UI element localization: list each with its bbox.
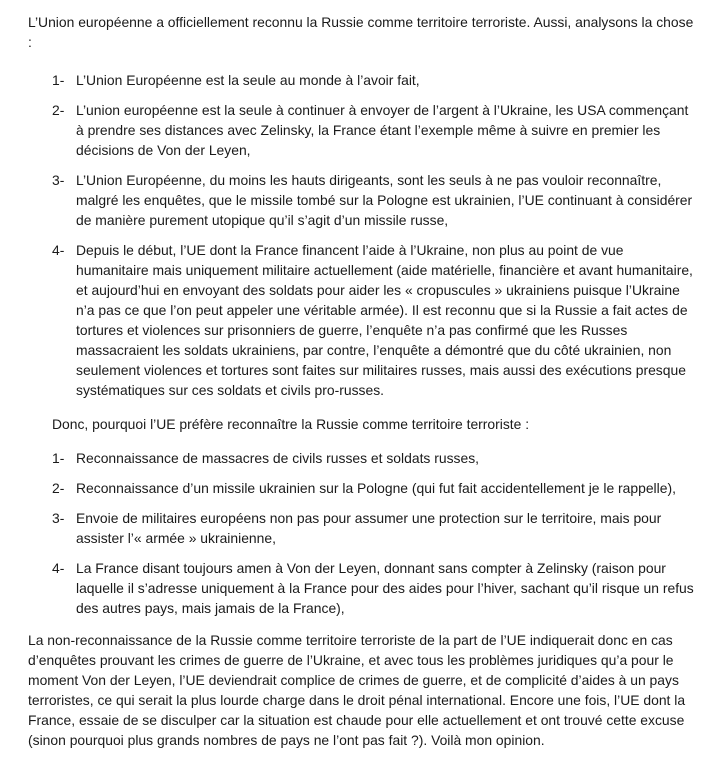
list-item (28, 448, 694, 468)
list-number: 3- (52, 510, 65, 526)
list-number: 2- (52, 102, 65, 118)
list-item (28, 240, 694, 400)
list-item-text: L’Union Européenne, du moins les hauts dirigeants, sont les seuls à ne pas vouloir reconnaître, malgré les enquêtes, que le missile tombé sur la Pologne est ukrainien, l’UE continuant à considérer de manière purement utopique qu’il s’agit d’un missile russe, (76, 172, 693, 228)
list-number: 4- (52, 242, 65, 258)
list-number: 1- (52, 450, 65, 466)
list-item-text: Reconnaissance de massacres de civils russes et soldats russes, (76, 450, 480, 466)
why-list (28, 448, 694, 618)
list-item-text: L’Union Européenne est la seule au monde à l’avoir fait, (76, 72, 420, 88)
list-item-text: L’union européenne est la seule à continuer à envoyer de l’argent à l’Ukraine, les USA commençant à prendre ses distances avec Zelinsky, la France étant l’exemple même à suivre en premier les décisions de Von der Leyen, (76, 102, 689, 158)
transition-paragraph: Donc, pourquoi l’UE préfère reconnaître la Russie comme territoire terroriste : (52, 416, 530, 432)
list-number: 4- (52, 560, 65, 576)
list-item (28, 478, 694, 498)
list-item (28, 100, 694, 160)
intro-paragraph: L’Union européenne a officiellement reconnu la Russie comme territoire terroriste. Aussi, analysons la chose : (28, 14, 694, 50)
list-number: 3- (52, 172, 65, 188)
list-item-text: Depuis le début, l’UE dont la France financent l’aide à l’Ukraine, non plus au point de vue humanitaire mais uniquement militaire actuellement (aide matérielle, financière et avant humanitaire, et aujourd’hui en envoyant des soldats pour aider les « cropuscules » ukrainiens puisque l’Ukraine n’a pas ce que l’on peut appeler une véritable armée). Il est reconnu que si la Russie a fait actes de tortures et violences sur prisonniers de guerre, l’enquête n’a pas confirmé que les Russes massacraient les soldats ukrainiens, par contre, l’enquête a démontré que du côté ukrainien, non seulement violences et tortures sont faites sur militaires russes, mais aussi des exécutions presque systématiques sur ces soldats et civils pro-russes. (76, 242, 693, 398)
list-number: 2- (52, 480, 65, 496)
list-item-text: Reconnaissance d’un missile ukrainien sur la Pologne (qui fut fait accidentellement je le rappelle), (76, 480, 676, 496)
list-item-text: La France disant toujours amen à Von der Leyen, donnant sans compter à Zelinsky (raison pour laquelle il s’adresse uniquement à la France pour des aides pour l’hiver, sachant qu’il risque un refus des autres pays, mais jamais de la France), (76, 560, 694, 616)
list-number: 1- (52, 72, 65, 88)
list-item (28, 170, 694, 230)
reasons-list (28, 70, 694, 400)
list-item-text: Envoie de militaires européens non pas pour assumer une protection sur le territoire, mais pour assister l’« armée » ukrainienne, (76, 510, 662, 546)
list-item (28, 558, 694, 618)
list-item (28, 70, 694, 90)
conclusion-paragraph: La non-reconnaissance de la Russie comme territoire terroriste de la part de l’UE indiquerait donc en cas d’enquêtes prouvant les crimes de guerre de l’Ukraine, et avec tous les problèmes juridiques qu’a pour le moment Von der Leyen, l’UE deviendrait complice de crimes de guerre, et de complicité d’aides à un pays terroristes, ce qui serait la plus lourde charge dans le droit pénal international. Encore une fois, l’UE dont la France, essaie de se disculper car la situation est chaude pour elle actuellement et ont trouvé cette excuse (sinon pourquoi plus grands nombres de pays ne l’ont pas fait ?). Voilà mon opinion. (28, 632, 686, 748)
list-item (28, 508, 694, 548)
